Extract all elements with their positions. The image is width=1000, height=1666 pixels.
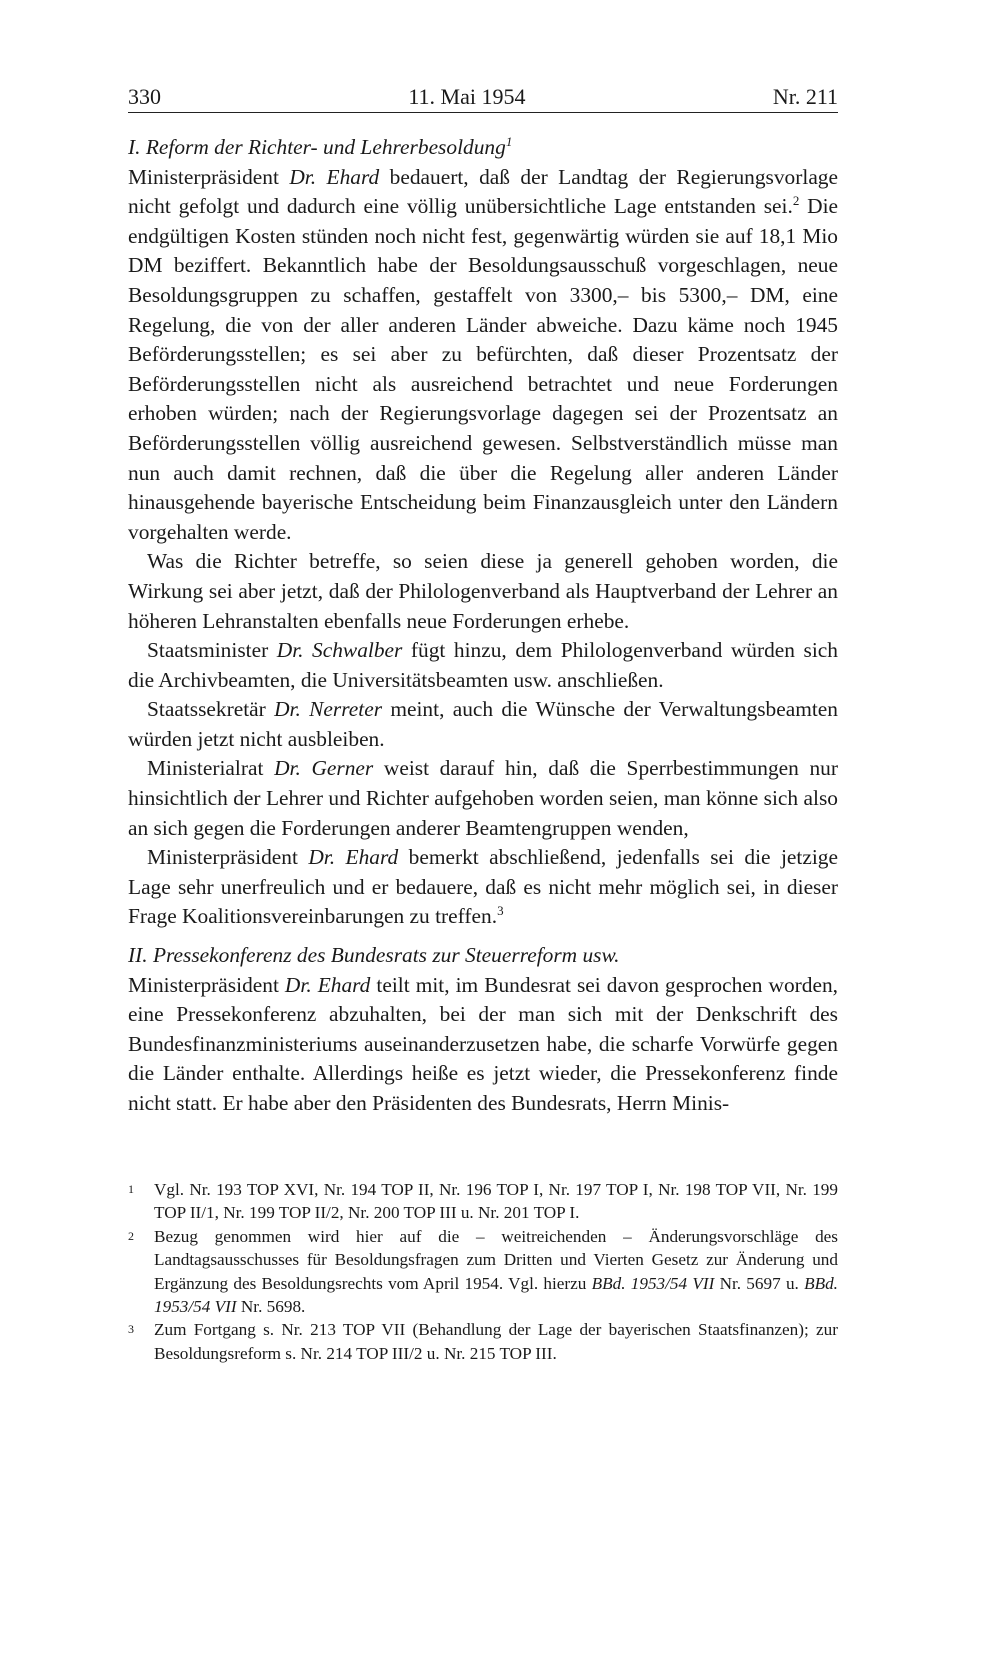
section-heading-1: I. Reform der Richter- und Lehrerbesoldung$^1$ (128, 133, 513, 159)
footnote-ref[interactable]: 2 (792, 193, 800, 209)
paragraph: Staatsminister Dr. Schwalber fügt hinzu, dem Philologenverband würden sich die Archivbeamten, die Universitätsbeamten usw. anschließen. (128, 638, 838, 692)
paragraph: Ministerpräsident Dr. Ehard bemerkt abschließend, jedenfalls sei die jetzige Lage sehr unerfreulich und er bedauere, daß es nicht mehr möglich sei, in dieser Frage Koalitionsvereinbarungen zu treffen.$^3$ (128, 845, 839, 929)
footnote-2 (128, 1225, 838, 1319)
footnotes (128, 1178, 838, 1365)
person-name: Dr. Nerreter (274, 697, 383, 722)
paragraph: Staatssekretär Dr. Nerreter meint, auch die Wünsche der Verwaltungsbeamten würden jetzt nicht ausbleiben. (128, 697, 838, 751)
footnote-text: Zum Fortgang s. Nr. 213 TOP VII (Behandlung der Lage der bayerischen Staatsfinanzen); zur Besoldungsreform s. Nr. 214 TOP III/2 u. Nr. 215 TOP III. (154, 1320, 838, 1363)
running-header (128, 80, 838, 113)
footnote-text: Vgl. Nr. 193 TOP XVI, Nr. 194 TOP II, Nr. 196 TOP I, Nr. 197 TOP I, Nr. 198 TOP VII, Nr. 199 TOP II/1, Nr. 199 TOP II/2, Nr. 200 TOP III u. Nr. 201 TOP I. (154, 1180, 838, 1223)
document-number: Nr. 211 (772, 84, 838, 109)
section-gap (128, 932, 838, 941)
paragraph: Ministerpräsident Dr. Ehard bedauert, daß der Landtag der Regierungsvorlage nicht gefolgt und dadurch eine völlig unübersichtliche Lage entstanden sei.$^2$ Die endgültigen Kosten stünden noch nicht fest, gegenwärtig würden sie auf 18,1 Mio DM beziffert. Bekanntlich habe der Besoldungsausschuß vorgeschlagen, neue Besoldungsgruppen zu schaffen, gestaffelt von 3300,– bis 5300,– DM, eine Regelung, die von der aller anderen Länder abweiche. Dazu käme noch 1945 Beförderungsstellen; es sei aber zu befürchten, daß dieser Prozentsatz der Beförderungsstellen nicht als ausreichend betrachtet und neue Forderungen erhoben würden; nach der Regierungsvorlage dagegen sei der Prozentsatz an Beförderungsstellen völlig ausreichend gewesen. Selbstverständlich müsse man nun auch damit rechnen, daß die über die Regelung aller anderen Länder hinausgehende bayerische Entscheidung beim Finanzausgleich unter den Ländern vorgehalten werde. (128, 164, 838, 544)
paragraph: Ministerialrat Dr. Gerner weist darauf hin, daß die Sperrbestimmungen nur hinsichtlich der Lehrer und Richter aufgehoben worden seien, man könne sich also an sich gegen die Forderungen anderer Beamtengruppen wenden, (128, 756, 838, 840)
section-heading-2: II. Pressekonferenz des Bundesrats zur Steuerreform usw. (128, 943, 620, 968)
footnote-number: 2 (128, 1228, 134, 1243)
citation-ref: BBd. 1953/54 VII (154, 1273, 838, 1317)
header-date: 11. Mai 1954 (408, 84, 526, 109)
person-name: Dr. Schwalber (276, 638, 403, 663)
footnote-3 (128, 1318, 838, 1365)
footnote-ref[interactable]: 3 (497, 903, 504, 919)
paragraph: Ministerpräsident Dr. Ehard teilt mit, im Bundesrat sei davon gesprochen worden, eine Pressekonferenz abzuhalten, bei der man sich mit der Denkschrift des Bundesfinanzministeriums auseinanderzusetzen habe, die scharfe Vorwürfe gegen die Länder enthalte. Allerdings heiße es jetzt wieder, die Pressekonferenz finde nicht statt. Er habe aber den Präsidenten des Bundesrats, Herrn Minis- (128, 972, 838, 1115)
paragraph: Was die Richter betreffe, so seien diese ja generell gehoben worden, die Wirkung sei aber jetzt, daß der Philologenverband als Hauptverband der Lehrer an höheren Lehranstalten ebenfalls neue Forderungen erhebe. (128, 549, 838, 633)
person-name: Dr. Gerner (274, 756, 374, 781)
page-number: 330 (128, 84, 161, 109)
footnote-text: Bezug genommen wird hier auf die – weitreichenden – Änderungsvorschläge des Landtagsausschusses für Besoldungsfragen zum Dritten und Vierten Gesetz zur Änderung und Ergänzung des Besoldungsrechts vom April 1954. Vgl. hierzu BBd. 1953/54 VII Nr. 5697 u. BBd. 1953/54 VII Nr. 5698. (154, 1226, 838, 1317)
footnote-ref[interactable]: 1 (505, 133, 513, 149)
footnote-number: 1 (128, 1182, 134, 1196)
footnote-1 (128, 1178, 838, 1225)
citation-ref: BBd. 1953/54 VII (591, 1273, 715, 1293)
person-name: Dr. Ehard (289, 164, 380, 189)
person-name: Dr. Ehard (284, 972, 371, 997)
footnote-number: 3 (128, 1322, 134, 1337)
person-name: Dr. Ehard (308, 845, 399, 870)
main-text (128, 133, 838, 1119)
